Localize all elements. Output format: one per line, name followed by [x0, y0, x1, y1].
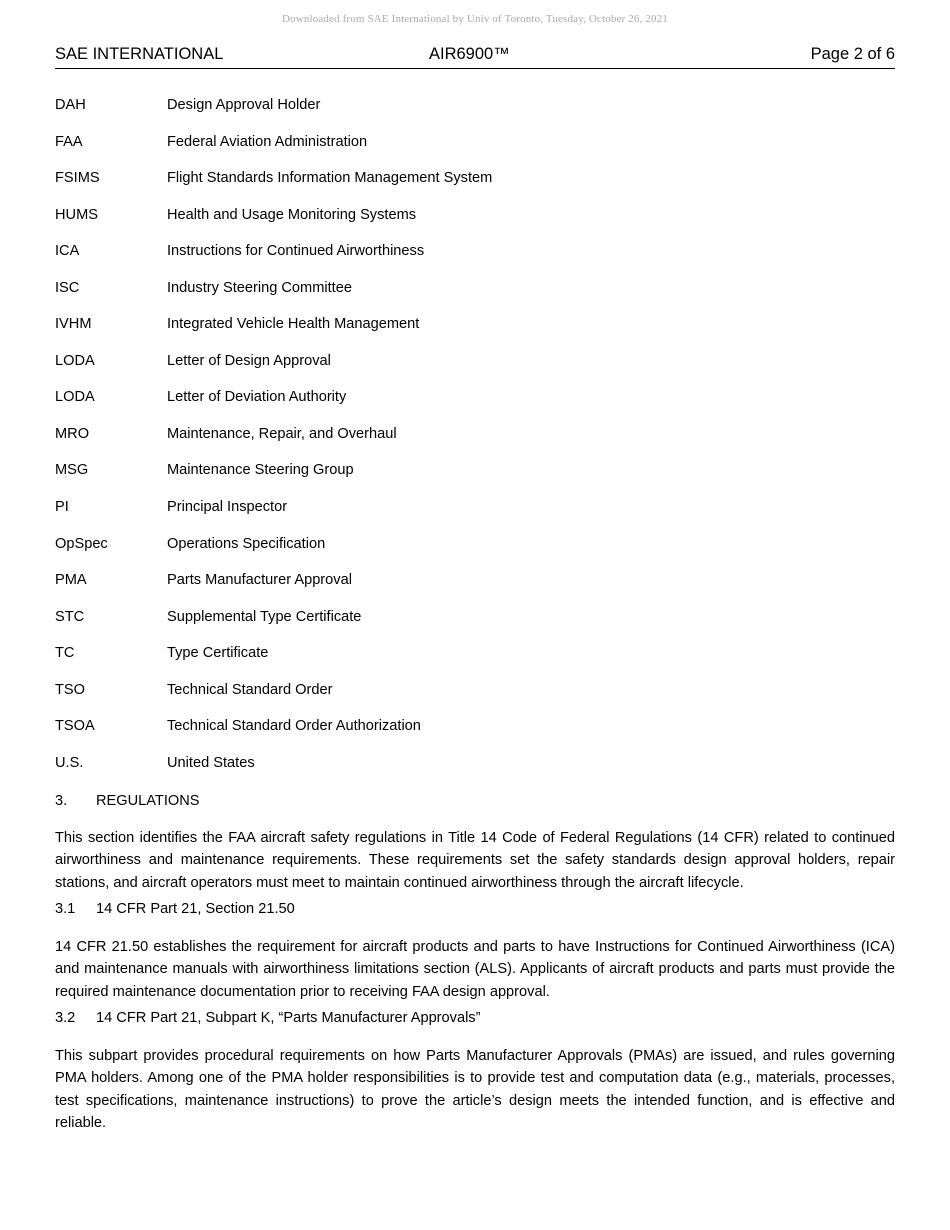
acronym-term: HUMS	[55, 206, 98, 223]
header-rule	[55, 68, 895, 69]
acronym-term: FSIMS	[55, 170, 100, 187]
section-body-regulations: This section identifies the FAA aircraft safety regulations in Title 14 Code of Federal Regulations (14 CFR) related to continued airworthiness and maintenance requirements. These requirements set the safety standards design approval holders, repair stations, and aircraft operators must meet to maintain continued airworthiness through the aircraft lifecycle.	[55, 830, 895, 891]
acronym-row	[55, 243, 895, 280]
acronym-term: TSOA	[55, 718, 95, 735]
acronym-term: TC	[55, 645, 75, 662]
acronym-term: IVHM	[55, 316, 92, 333]
acronym-row	[55, 718, 895, 755]
acronym-list	[55, 97, 895, 791]
acronym-term: LODA	[55, 389, 95, 406]
acronym-term: PI	[55, 499, 69, 516]
acronym-term: FAA	[55, 133, 83, 150]
acronym-definition: Maintenance Steering Group	[167, 462, 354, 479]
acronym-term: OpSpec	[55, 535, 108, 552]
acronym-definition: Federal Aviation Administration	[167, 133, 368, 150]
acronym-definition: Technical Standard Order	[167, 681, 333, 698]
acronym-row	[55, 170, 895, 207]
acronym-row	[55, 97, 895, 134]
acronym-definition: Maintenance, Repair, and Overhaul	[167, 425, 397, 442]
acronym-definition: Parts Manufacturer Approval	[167, 572, 352, 589]
acronym-row	[55, 207, 895, 244]
acronym-term: LODA	[55, 352, 95, 369]
acronym-term: DAH	[55, 97, 86, 113]
section-heading-regulations	[55, 792, 200, 810]
section-heading-3-1	[55, 900, 295, 918]
section-heading-3-2	[55, 1009, 480, 1027]
acronym-definition: Operations Specification	[167, 535, 326, 552]
running-header	[55, 44, 895, 68]
acronym-term: TSO	[55, 681, 85, 698]
acronym-definition: United States	[167, 754, 255, 771]
acronym-row	[55, 682, 895, 719]
acronym-definition: Integrated Vehicle Health Management	[167, 316, 420, 333]
acronym-row	[55, 353, 895, 390]
section-title: 14 CFR Part 21, Subpart K, “Parts Manufacturer Approvals”	[96, 1010, 481, 1026]
acronym-term: MSG	[55, 462, 89, 479]
acronym-row	[55, 609, 895, 646]
acronym-definition: Technical Standard Order Authorization	[167, 718, 421, 735]
acronym-definition: Industry Steering Committee	[167, 279, 352, 296]
section-title: 14 CFR Part 21, Section 21.50	[96, 901, 295, 917]
acronym-definition: Letter of Design Approval	[167, 352, 331, 369]
acronym-definition: Instructions for Continued Airworthiness	[167, 243, 425, 260]
section-body-3-2: This subpart provides procedural requirements on how Parts Manufacturer Approvals (PMAs) are issued, and rules governing PMA holders. Among one of the PMA holder responsibilities is to provide test and computation data (e.g., materials, processes, test specifications, maintenance instructions) to prove the article’s design meets the intended function, and is effective and reliable.	[55, 1048, 895, 1131]
section-title: REGULATIONS	[96, 793, 200, 809]
section-body-3-1: 14 CFR 21.50 establishes the requirement for aircraft products and parts to have Instructions for Continued Airworthiness (ICA) and maintenance manuals with airworthiness limitations section (ALS). Applicants of aircraft products and parts must provide the required maintenance documentation prior to receiving FAA design approval.	[55, 939, 895, 1000]
acronym-row	[55, 389, 895, 426]
acronym-definition: Design Approval Holder	[167, 97, 321, 113]
header-document-number: AIR6900™	[429, 45, 510, 63]
acronym-definition: Letter of Deviation Authority	[167, 389, 347, 406]
acronym-row	[55, 755, 895, 792]
acronym-row	[55, 280, 895, 317]
acronym-definition: Principal Inspector	[167, 499, 288, 516]
acronym-definition: Type Certificate	[167, 645, 269, 662]
acronym-row	[55, 645, 895, 682]
section-number: 3.	[55, 793, 68, 809]
acronym-term: ICA	[55, 243, 80, 260]
acronym-term: PMA	[55, 572, 87, 589]
download-watermark: Downloaded from SAE International by Univ of Toronto, Tuesday, October 26, 2021	[282, 13, 668, 25]
acronym-definition: Flight Standards Information Management System	[167, 170, 493, 187]
acronym-row	[55, 462, 895, 499]
acronym-row	[55, 572, 895, 609]
acronym-term: U.S.	[55, 754, 84, 771]
acronym-definition: Health and Usage Monitoring Systems	[167, 206, 417, 223]
acronym-term: STC	[55, 608, 85, 625]
acronym-row	[55, 499, 895, 536]
section-number: 3.2	[55, 1010, 76, 1026]
acronym-row	[55, 536, 895, 573]
acronym-row	[55, 316, 895, 353]
acronym-term: ISC	[55, 279, 80, 296]
section-number: 3.1	[55, 901, 76, 917]
acronym-row	[55, 134, 895, 171]
acronym-row	[55, 426, 895, 463]
header-organization: SAE INTERNATIONAL	[55, 45, 224, 63]
header-page-number: Page 2 of 6	[810, 45, 895, 63]
acronym-term: MRO	[55, 425, 90, 442]
acronym-definition: Supplemental Type Certificate	[167, 608, 362, 625]
